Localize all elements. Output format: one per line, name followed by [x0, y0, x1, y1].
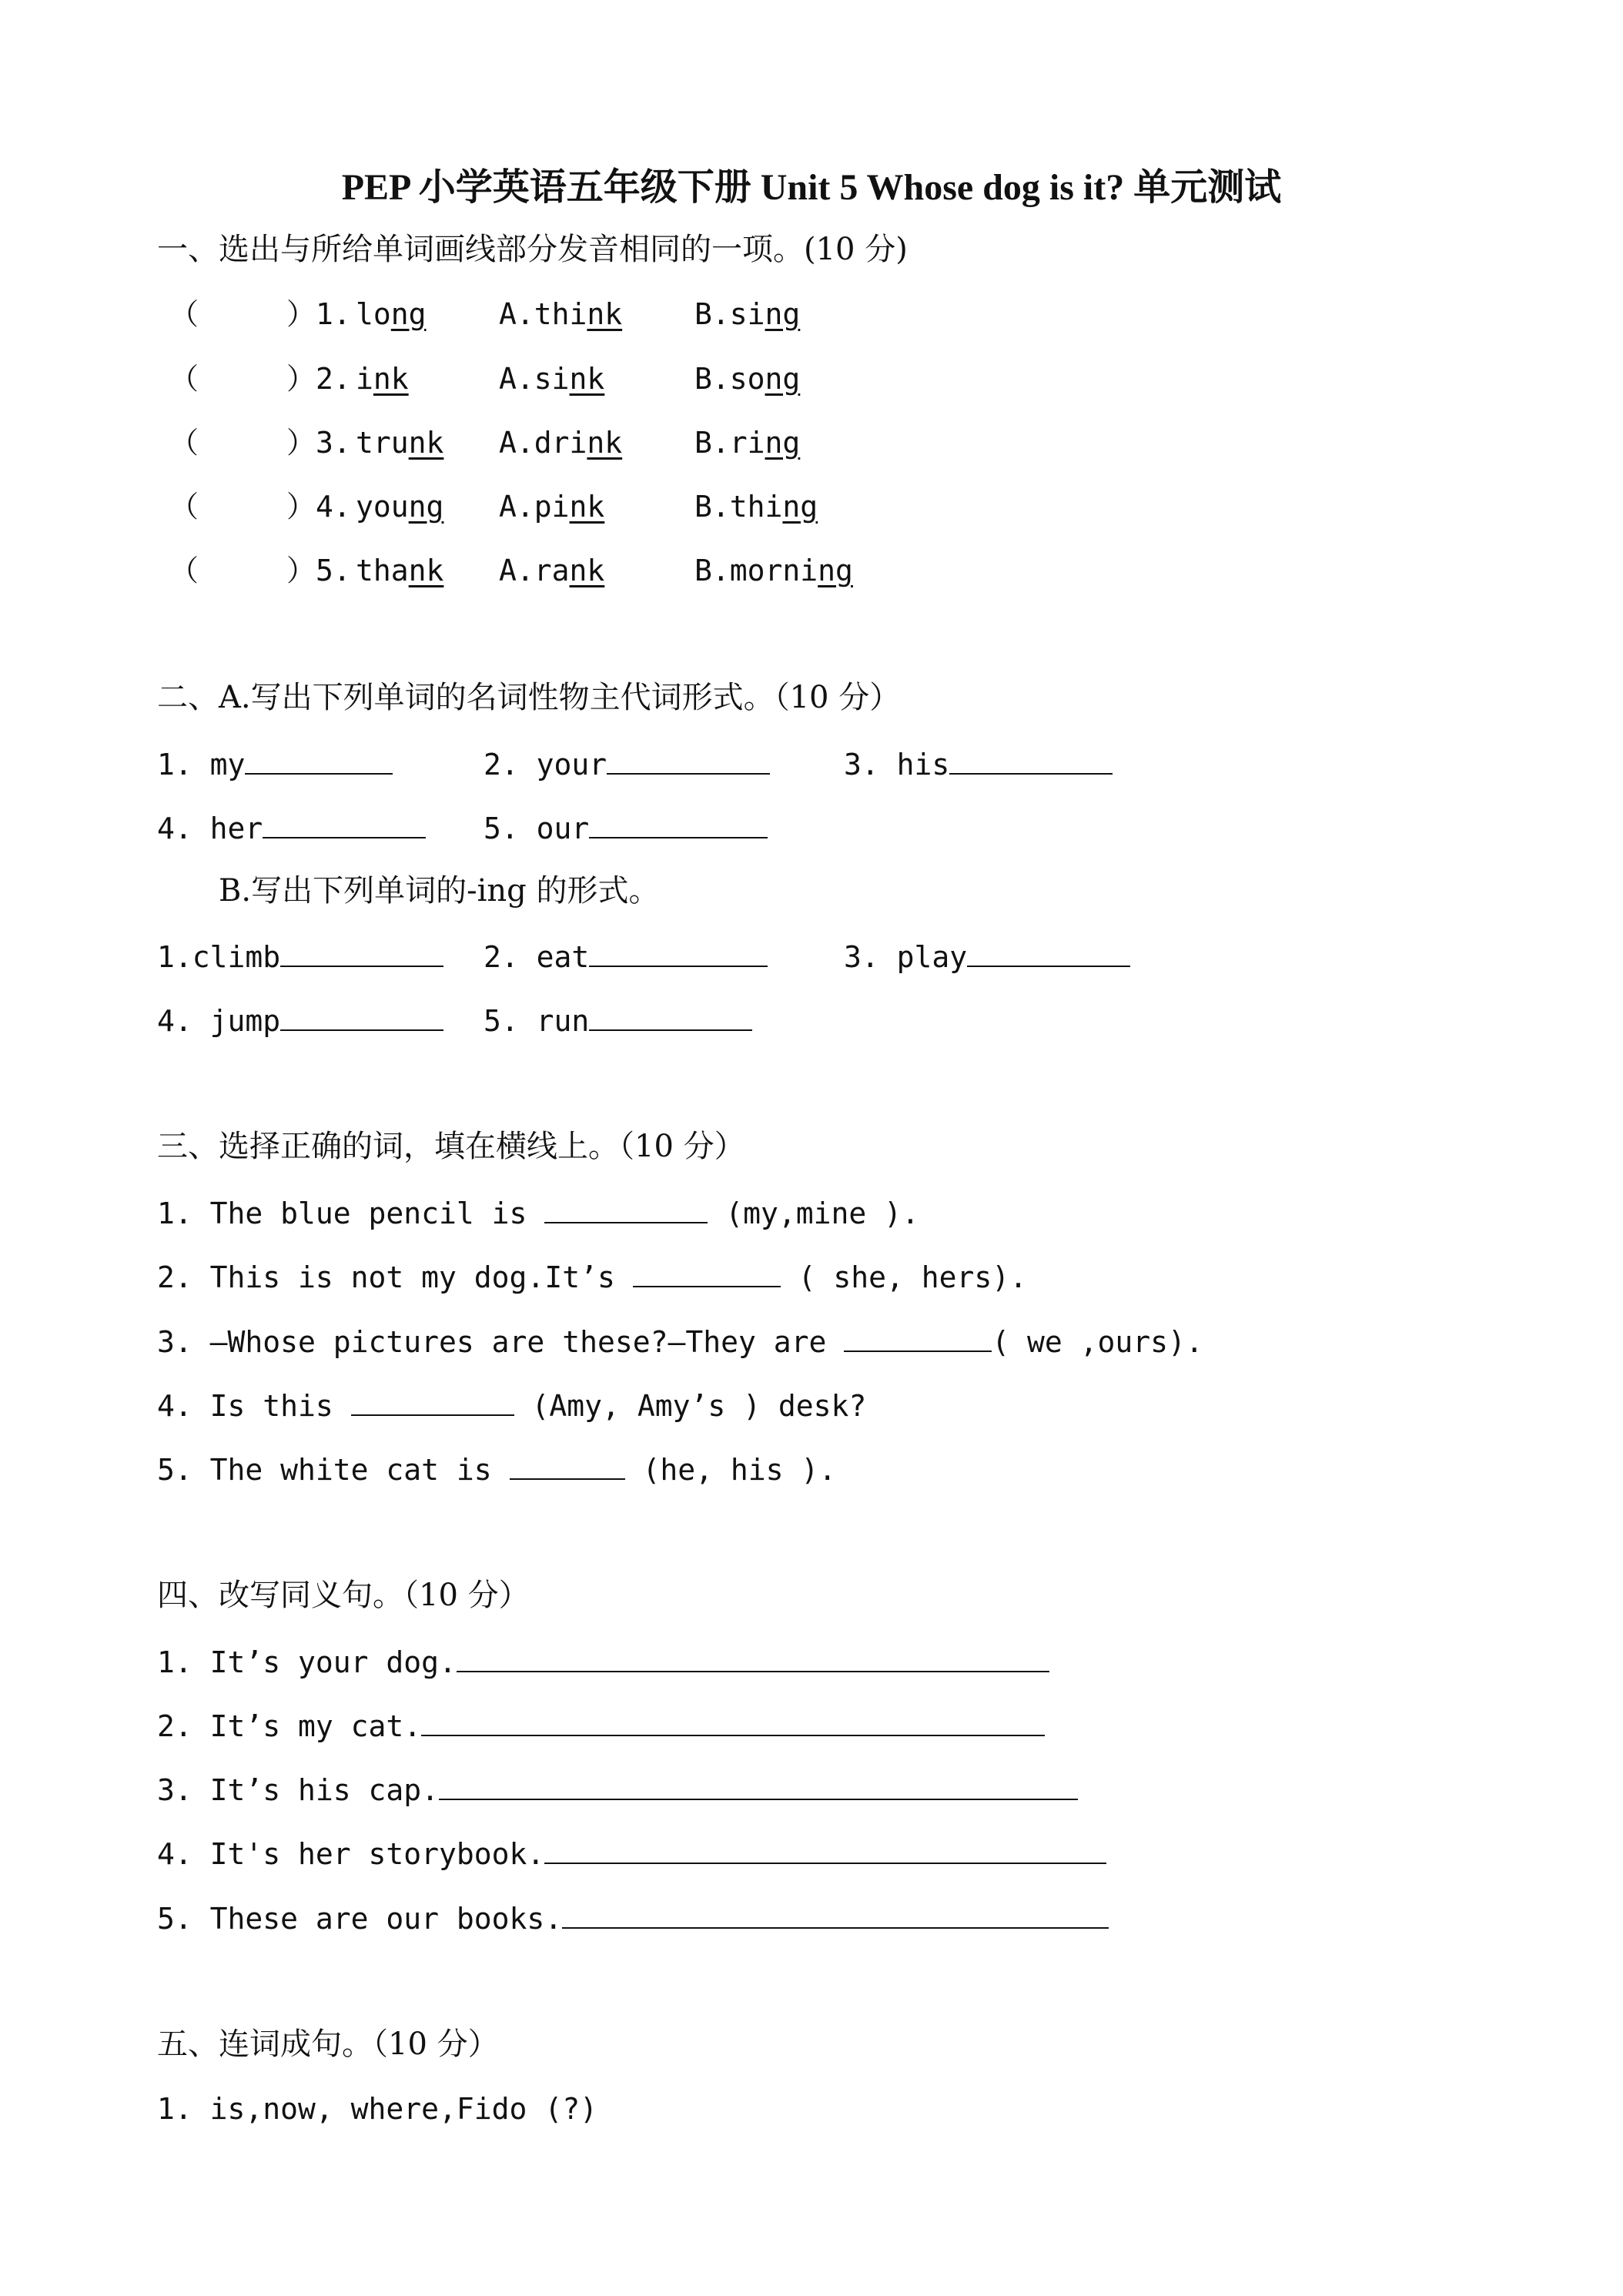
s5-item-1: 1. is,now, where,Fido (?) [157, 2092, 597, 2126]
s3-item-5: 5. The white cat is (he, his ). [157, 1444, 836, 1491]
option-b: B.morning [694, 554, 853, 587]
s4-item-2: 2. It’s my cat. [157, 1701, 1045, 1747]
option-b: B.ring [694, 426, 801, 460]
option-a: A.sink [499, 362, 605, 396]
question-word: ink [356, 362, 409, 396]
s2a-item-5: 5. our [484, 803, 768, 852]
question-word: thank [356, 554, 444, 587]
s2b-item-3: 3. play [844, 932, 1130, 980]
answer-paren: （ [169, 362, 199, 396]
answer-paren: （ [169, 426, 199, 460]
s3-item-4: 4. Is this (Amy, Amy’s ) desk? [157, 1381, 866, 1427]
question-number: ）1. [286, 297, 351, 331]
section3-heading: 三、选择正确的词，填在横线上。（10 分） [157, 1129, 745, 1164]
option-a: A.rank [499, 554, 605, 587]
s2b-item-5: 5. run [484, 996, 752, 1044]
s2a-item-4: 4. her [157, 803, 426, 852]
s2b-item-2: 2. eat [484, 932, 768, 980]
question-number: ）5. [286, 554, 351, 587]
question-word: long [356, 297, 427, 331]
question-number: ）2. [286, 362, 351, 396]
answer-paren: （ [169, 297, 199, 331]
s3-item-2: 2. This is not my dog.It’s ( she, hers). [157, 1252, 1027, 1298]
answer-paren: （ [169, 554, 199, 587]
question-word: young [356, 490, 444, 524]
option-a: A.pink [499, 490, 605, 524]
question-number: ）4. [286, 490, 351, 524]
s3-item-1: 1. The blue pencil is (my,mine ). [157, 1188, 919, 1234]
s4-item-1: 1. It’s your dog. [157, 1637, 1049, 1683]
section2-heading-a: 二、A.写出下列单词的名词性物主代词形式。（10 分） [157, 680, 901, 715]
s2a-item-2: 2. your [484, 739, 770, 788]
s2a-item-1: 1. my [157, 739, 393, 788]
s3-item-3: 3. —Whose pictures are these?—They are ( we ,ours). [157, 1317, 1203, 1363]
option-a: A.drink [499, 426, 623, 460]
question-number: ）3. [286, 426, 351, 460]
option-b: B.song [694, 362, 801, 396]
section5-heading: 五、连词成句。（10 分） [157, 2027, 499, 2062]
s2b-item-4: 4. jump [157, 996, 443, 1044]
question-word: trunk [356, 426, 444, 460]
section2-heading-b: B.写出下列单词的-ing 的形式。 [219, 873, 660, 909]
option-b: B.thing [694, 490, 818, 524]
option-a: A.think [499, 297, 623, 331]
s4-item-4: 4. It's her storybook. [157, 1829, 1106, 1875]
s2a-item-3: 3. his [844, 739, 1113, 788]
s2b-item-1: 1.climb [157, 932, 443, 980]
s4-item-3: 3. It’s his cap. [157, 1765, 1078, 1811]
answer-paren: （ [169, 490, 199, 524]
s4-item-5: 5. These are our books. [157, 1893, 1109, 1940]
page-title: PEP 小学英语五年级下册 Unit 5 Whose dog is it? 单元测试 [341, 167, 1282, 208]
option-b: B.sing [694, 297, 801, 331]
section4-heading: 四、改写同义句。（10 分） [157, 1578, 530, 1613]
section1-heading: 一、选出与所给单词画线部分发音相同的一项。(10 分) [157, 232, 908, 267]
